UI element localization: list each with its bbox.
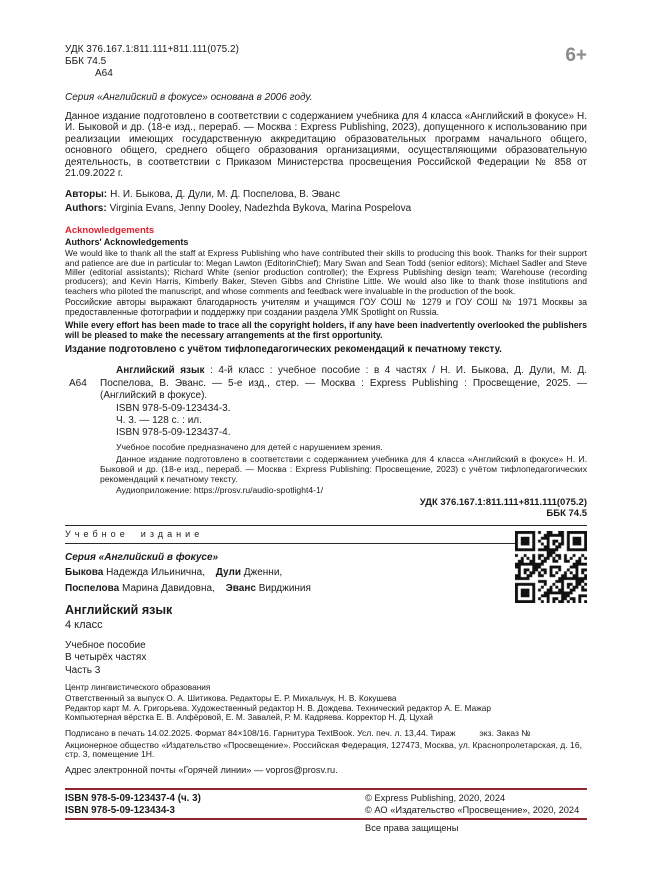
top-codes-row (65, 44, 587, 80)
authors-acknowledgements-subheading: Authors' Acknowledgements (65, 237, 189, 248)
author-name-1: Надежда Ильинична, (106, 566, 206, 578)
imprint-part-number: Часть 3 (65, 664, 101, 676)
author-surname-1: Быкова (65, 566, 104, 578)
authors-ru-names: Н. И. Быкова, Д. Дули, М. Д. Поспелова, В. Эванс (110, 189, 340, 201)
all-rights-reserved: Все права защищены (365, 823, 459, 833)
publisher-address: Акционерное общество «Издательство «Просвещение». Российская Федерация, 127473, Москва, ул. Краснопролетарская, д. 16, стр. 3, помещение 1Н. (65, 739, 583, 760)
audio-supplement-link: Аудиоприложение: https://prosv.ru/audio-spotlight4-1/ (116, 484, 324, 495)
author-name-2: Дженни, (243, 566, 283, 578)
acknowledgements-heading: Acknowledgements (65, 225, 155, 237)
author-surname-3: Поспелова (65, 582, 120, 594)
authors-en-names: Virginia Evans, Jenny Dooley, Nadezhda Bykova, Marina Pospelova (109, 203, 412, 215)
russian-thanks-paragraph: Российские авторы выражают благодарность учителям и учащимся ГОУ СОШ № 1279 и ГОУ СОШ № 1971 Москвы за предоставленные фотографии и поддержку при создании раздела УМК Spotlight on Russia. (65, 296, 587, 317)
classification-codes (65, 44, 239, 80)
staff-line-3: Компьютерная вёрстка Е. В. Алфёровой, Е. М. Завалей, Р. М. Кадряева. Корректор Н. Д. Цухай (65, 712, 433, 723)
catalog-card (69, 365, 587, 495)
print-run-info: Подписано в печать 14.02.2025. Формат 84×108/16. Гарнитура TextBook. Усл. печ. л. 13,44. Тираж экз. Заказ № (65, 728, 531, 739)
author-index-code: А64 (95, 68, 113, 79)
isbn-part-line: ISBN 978-5-09-123437-4. (116, 427, 231, 439)
footer-isbn-copyright-row (65, 790, 587, 818)
catalog-card-description (100, 365, 587, 402)
hotline-email-line: Адрес электронной почты «Горячей линии» — vopros@prosv.ru. (65, 764, 338, 775)
imprint-series-line: Серия «Английский в фокусе» (65, 551, 219, 563)
isbn-series-line: ISBN 978-5-09-123434-3. (116, 402, 231, 414)
footer-isbn-block (65, 793, 365, 816)
age-rating-badge: 6+ (565, 45, 587, 66)
footer (65, 788, 587, 837)
bbk-code: ББК 74.5 (65, 56, 107, 67)
qr-code (515, 531, 587, 603)
edition-conformity-note: Данное издание подготовлено в соответствии с содержанием учебника для 4 класса «Английский в фокусе» Н. И. Быковой и др. (18-е изд., перераб. — Москва : Express Publishing: Просвещение, 2023) с учётом тифлопедагогических рекомендаций к печатному тексту. (100, 453, 587, 485)
authors-en-line (65, 203, 587, 215)
footer-rights-spacer (65, 823, 365, 835)
edition-approval-paragraph: Данное издание подготовлено в соответствии с содержанием учебника для 4 класса «Английский в фокусе» Н. И. Быковой и др. (18-е изд., перераб. — Москва : Express Publishing, 2023), допущенного к использованию при реализации имеющих государственную аккредитацию образовательных программ начального общего, основного общего, среднего общего образования организациями, осуществляющими образовательную деятельность, в соответствии с Приказом Министерства просвещения Российской Федерации № 858 от 21.09.2022 г. (65, 111, 587, 180)
author-surname-4: Эванс (225, 582, 256, 594)
author-name-4: Вирджиния (258, 582, 311, 594)
authors-en-label: Authors: (65, 203, 107, 215)
imprint-book-title: Английский язык (65, 602, 173, 617)
footer-copyright-block (365, 793, 587, 816)
udk-code: УДК 376.167.1:811.111+811.111(075.2) (65, 44, 239, 55)
section-label-uchebnoe-izdanie: Учебное издание (65, 528, 204, 539)
imprint-grade: 4 класс (65, 618, 103, 631)
authors-ru-label: Авторы: (65, 189, 108, 201)
author-surname-2: Дули (215, 566, 241, 578)
footer-rights-row (65, 820, 587, 837)
linguistic-center-line: Центр лингвистического образования (65, 682, 211, 693)
copyright-holders-note: While every effort has been made to trace all the copyright holders, if any have been inadvertently overlooked the publishers will be pleased to make the necessary arrangements at the first opportunity. (65, 320, 587, 340)
udk-bbk-right-block (65, 497, 587, 519)
authors-ru-line (65, 189, 587, 201)
section-divider-bottom (65, 543, 587, 544)
footer-isbn-series: ISBN 978-5-09-123434-3 (65, 804, 176, 816)
imprint-kind: Учебное пособие (65, 639, 146, 651)
imprint-authors-line-2 (65, 583, 587, 595)
catalog-card-description-text: : 4-й класс : учебное пособие : в 4 частях / Н. И. Быкова, Д. Дули, М. Д. Поспелова, В. Эванс. — 5-е изд., стер. — Москва : Express Publishing : Просвещение, 2025. — (Английский в фокусе). (100, 365, 587, 402)
section-divider-top (65, 525, 587, 526)
imprint-parts: В четырёх частях (65, 652, 147, 664)
part-pages-line: Ч. 3. — 128 с. : ил. (116, 414, 202, 426)
acknowledgements-body: We would like to thank all the staff at Express Publishing who have contributed their skills to producing this book. Thanks for their support and patience are due in particular to: Megan Lawton (EditorinChief); Mary Swan and Sean Todd (senior editors); Michael Sadler and Steve Miller (editorial assistants); Richard White (senior production controller); the Express Publishing design team; Warehouse (recording producers); and Kevin Harris, Kimberly Baker, Steven Gibbs and Christine Little. We would also like to thank those institutions and teachers who piloted the manuscript, and whose comments and feedback were invaluable in the production of the book. (65, 248, 587, 296)
catalog-card-index: А64 (69, 378, 87, 390)
vision-note: Учебное пособие предназначено для детей с нарушением зрения. (116, 441, 383, 452)
bbk-code-bottom: ББК 74.5 (546, 507, 587, 519)
staff-line-1: Ответственный за выпуск О. А. Шитикова. Редакторы Е. Р. Михальчук, Н. В. Кокушева (65, 693, 397, 704)
tiflo-note: Издание подготовлено с учётом тифлопедагогических рекомендаций к печатному тексту. (65, 344, 502, 356)
copyright-express: © Express Publishing, 2020, 2024 (365, 793, 506, 803)
footer-isbn-part: ISBN 978-5-09-123437-4 (ч. 3) (65, 793, 201, 804)
series-founded-note: Серия «Английский в фокусе» основана в 2006 году. (65, 92, 313, 103)
author-name-3: Марина Давидовна, (122, 582, 215, 594)
copyright-prosveshchenie: © АО «Издательство «Просвещение», 2020, 2024 (365, 804, 580, 815)
catalog-card-title: Английский язык (116, 365, 205, 377)
qr-code-canvas (515, 531, 587, 603)
staff-line-2: Редактор карт М. А. Григорьева. Художественный редактор Н. В. Дождева. Технический редактор А. Е. Мажар (65, 702, 492, 713)
imprint-authors-line-1 (65, 567, 587, 579)
udk-code-bottom: УДК 376.167.1:811.111+811.111(075.2) (419, 496, 587, 508)
